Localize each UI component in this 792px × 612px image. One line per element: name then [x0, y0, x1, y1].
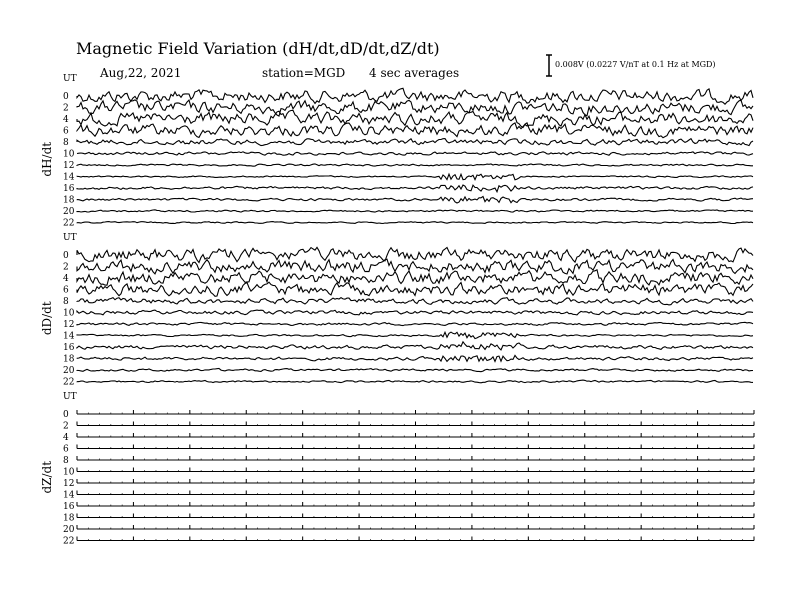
dd-dt-trace-0 [77, 247, 753, 262]
dh-dt-row-label-2: 2 [63, 103, 69, 114]
dh-dt-row-label-22: 22 [63, 218, 75, 229]
dd-dt-row-label-0: 0 [63, 251, 69, 261]
dh-dt-trace-20 [77, 210, 753, 212]
dd-dt-row-label-12: 12 [63, 320, 75, 330]
dz-dt-ut-label: UT [63, 392, 77, 402]
dd-dt-row-label-14: 14 [63, 331, 75, 342]
dh-dt-row-label-0: 0 [63, 92, 69, 102]
dd-dt-ut-label: UT [63, 233, 77, 243]
dh-dt-trace-18 [77, 197, 753, 204]
dz-dt-row-label-18: 18 [63, 513, 75, 524]
dd-dt-row-label-6: 6 [63, 285, 69, 296]
dh-dt-row-label-12: 12 [63, 161, 75, 171]
dd-dt-trace-8 [77, 298, 753, 305]
scale-note: 0.008V (0.0227 V/nT at 0.1 Hz at MGD) [555, 60, 716, 69]
dd-dt-trace-20 [77, 369, 753, 372]
chart-title: Magnetic Field Variation (dH/dt,dD/dt,dZ/dt) [76, 39, 440, 58]
dd-dt-row-label-18: 18 [63, 354, 75, 365]
dz-dt-row-label-6: 6 [63, 444, 69, 455]
dz-dt-row-label-22: 22 [63, 536, 75, 547]
dh-dt-trace-10 [77, 152, 753, 155]
dh-dt-axis-label: dH/dt [40, 141, 54, 177]
dh-dt-trace-0 [77, 88, 753, 104]
dd-dt-row-label-2: 2 [63, 262, 69, 273]
dh-dt-row-label-20: 20 [63, 207, 75, 217]
dd-dt-trace-10 [77, 310, 753, 315]
dh-dt-trace-22 [77, 222, 753, 224]
dz-dt-row-label-4: 4 [63, 433, 69, 443]
dh-dt-row-label-14: 14 [63, 172, 75, 183]
dz-dt-row-label-8: 8 [63, 456, 69, 466]
averaging-label: 4 sec averages [369, 66, 460, 80]
dd-dt-row-label-10: 10 [63, 308, 75, 319]
dd-dt-row-label-8: 8 [63, 297, 69, 307]
dz-dt-row-label-14: 14 [63, 490, 75, 501]
dd-dt-row-label-20: 20 [63, 366, 75, 376]
dd-dt-trace-6 [77, 282, 753, 296]
dd-dt-row-label-4: 4 [63, 274, 69, 284]
dz-dt-row-label-10: 10 [63, 467, 75, 478]
dh-dt-trace-2 [77, 100, 753, 116]
dz-dt-row-label-0: 0 [63, 410, 69, 420]
dh-dt-ut-label: UT [63, 74, 77, 84]
dh-dt-row-label-6: 6 [63, 126, 69, 137]
dd-dt-row-label-16: 16 [63, 343, 75, 353]
dh-dt-trace-14 [77, 174, 753, 180]
dh-dt-trace-8 [77, 139, 753, 146]
dh-dt-row-label-4: 4 [63, 115, 69, 125]
dz-dt-axis-label: dZ/dt [40, 460, 54, 494]
dd-dt-trace-18 [77, 355, 753, 361]
dz-dt-row-label-12: 12 [63, 479, 75, 489]
dd-dt-trace-14 [77, 332, 753, 339]
dd-dt-trace-12 [77, 322, 753, 325]
dh-dt-trace-12 [77, 164, 753, 166]
dd-dt-trace-4 [77, 270, 753, 285]
scale-bar [546, 55, 552, 76]
dh-dt-trace-6 [77, 123, 753, 138]
dd-dt-trace-2 [77, 259, 753, 274]
dh-dt-row-label-18: 18 [63, 195, 75, 206]
dh-dt-row-label-8: 8 [63, 138, 69, 148]
dz-dt-row-label-20: 20 [63, 525, 75, 535]
dh-dt-trace-16 [77, 185, 753, 192]
dd-dt-trace-22 [77, 380, 753, 383]
dd-dt-row-label-22: 22 [63, 377, 75, 388]
dh-dt-row-label-16: 16 [63, 184, 75, 194]
dz-dt-row-label-16: 16 [63, 502, 75, 512]
date-label: Aug,22, 2021 [100, 66, 182, 80]
dd-dt-axis-label: dD/dt [40, 301, 54, 336]
dd-dt-trace-16 [77, 342, 753, 350]
dh-dt-row-label-10: 10 [63, 149, 75, 160]
station-label: station=MGD [262, 66, 346, 80]
dz-dt-row-label-2: 2 [63, 421, 69, 432]
